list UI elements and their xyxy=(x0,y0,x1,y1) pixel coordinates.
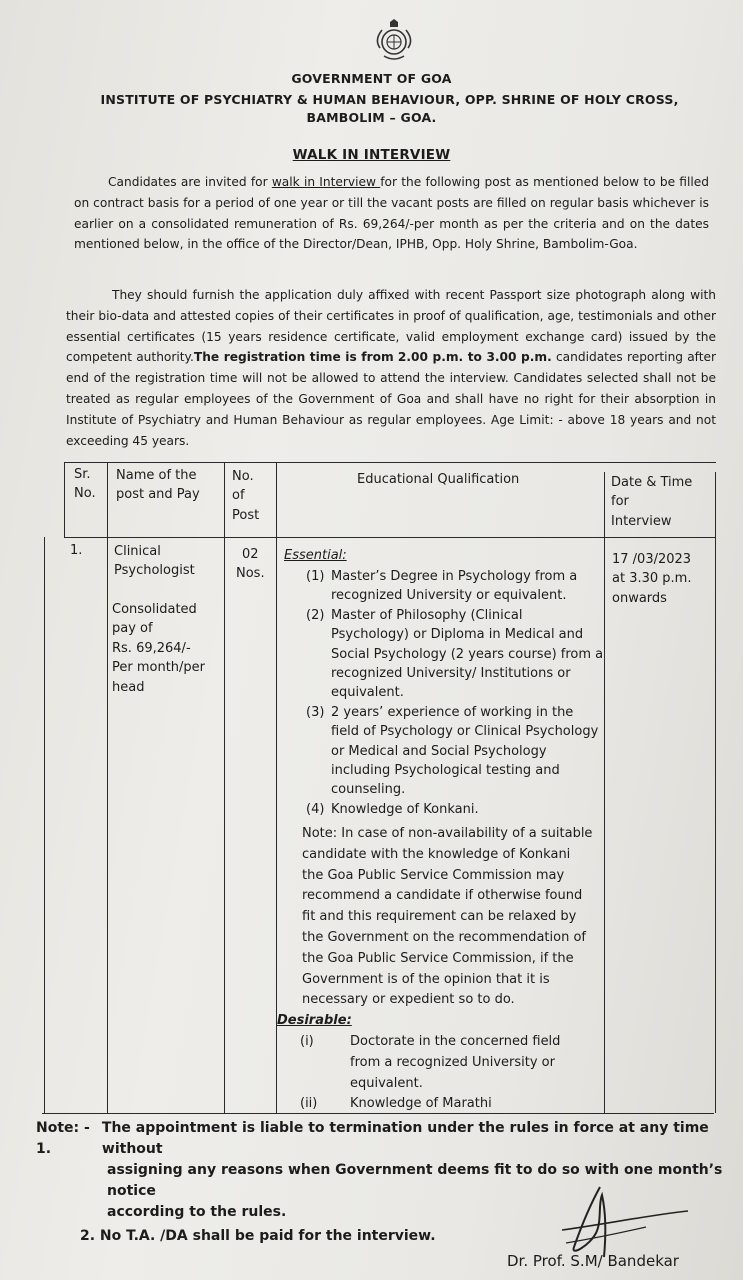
desirable-item: (ii) Knowledge of Marathi xyxy=(300,1096,492,1112)
intro-paragraph: Candidates are invited for walk in Interview for the following post as mentioned below to be filled on contract basis for a period of one year or till the vacant posts are filled on regular basis whichever is earlier on a consolidated remuneration of Rs. 69,264/-per month as per the criteria and on the dates mentioned below, in the office of the Director/Dean, IPHB, Opp. Holy Shrine, Bambolim-Goa. xyxy=(74,175,709,252)
desirable-label: Desirable: xyxy=(277,1013,352,1028)
essential-item: (3) 2 years’ experience of working in the field of Psychology or Clinical Psychology or Medical and Social Psychology including Psychological testing and counseling. xyxy=(306,704,599,798)
instructions-paragraph: They should furnish the application duly affixed with recent Passport size photograph along with their bio-data and attested copies of their certificates in proof of qualification, age, testimonials and other essential certificates (15 years residence certificate, valid employment exchange card) issued by the competent authority.The registration time is from 2.00 p.m. to 3.00 p.m. candidates reporting after end of the registration time will not be allowed to attend the interview. Candidates selected shall not be treated as regular employees of the Government of Goa and shall have no right for their absorption in Institute of Psychiatry and Human Behaviour as regular employees. Age Limit: - above 18 years and not exceeding 45 years. xyxy=(66,288,717,448)
essential-list xyxy=(306,567,606,819)
page-title: WALK IN INTERVIEW xyxy=(292,147,451,163)
essential-item: (2) Master of Philosophy (Clinical Psychology) or Diploma in Medical and Social Psychology (2 years course) from a recognized University/ Institutions or equivalent. xyxy=(306,607,604,701)
desirable-list xyxy=(300,1032,600,1115)
post-name: Clinical Psychologist xyxy=(114,544,195,579)
header-no-of-post: No. of Post xyxy=(232,469,260,523)
essential-label: Essential: xyxy=(284,548,347,563)
header-post-name: Name of the post and Pay xyxy=(116,468,200,503)
interview-date: 17 /03/2023 at 3.30 p.m. onwards xyxy=(612,552,692,606)
post-pay: Consolidated pay of Rs. 69,264/- Per month/per head xyxy=(112,602,206,695)
essential-item: (1) Master’s Degree in Psychology from a recognized University or equivalent. xyxy=(306,569,578,604)
header-qualification: Educational Qualification xyxy=(357,472,520,487)
institute-heading: INSTITUTE OF PSYCHIATRY & HUMAN BEHAVIOUR, OPP. SHRINE OF HOLY CROSS, xyxy=(100,92,679,107)
desirable-item: (i) Doctorate in the concerned field from a recognized University or equivalent. xyxy=(300,1034,561,1091)
header-sr-no: Sr. No. xyxy=(74,467,96,502)
post-count: 02 Nos. xyxy=(236,547,265,582)
location-heading: BAMBOLIM – GOA. xyxy=(306,110,437,125)
walk-in-link-text: walk in Interview xyxy=(271,175,381,189)
footer-notes: Note: - 1. The appointment is liable to termination under the rules in force at any time without assigning any reasons when Government deems fit to do so with one month’s notice according to the rules. 2. No T.A. /DA shall be paid for the interview. xyxy=(36,1120,723,1244)
govt-heading: GOVERNMENT OF GOA xyxy=(291,71,452,86)
essential-item: (4) Knowledge of Konkani. xyxy=(306,801,479,817)
goa-state-emblem-icon xyxy=(370,18,418,64)
row-serial: 1. xyxy=(70,543,83,558)
konkani-note: Note: In case of non-availability of a suitable candidate with the knowledge of Konkani the Goa Public Service Commission may recommend a candidate if otherwise found fit and this requirement can be relaxed by the Government on the recommendation of the Goa Public Service Commission, if the Government is of the opinion that it is necessary or expedient so to do. xyxy=(302,826,593,1008)
signatory-name: Dr. Prof. S.M/ Bandekar xyxy=(507,1252,679,1270)
header-date-time: Date & Time for Interview xyxy=(611,475,693,529)
